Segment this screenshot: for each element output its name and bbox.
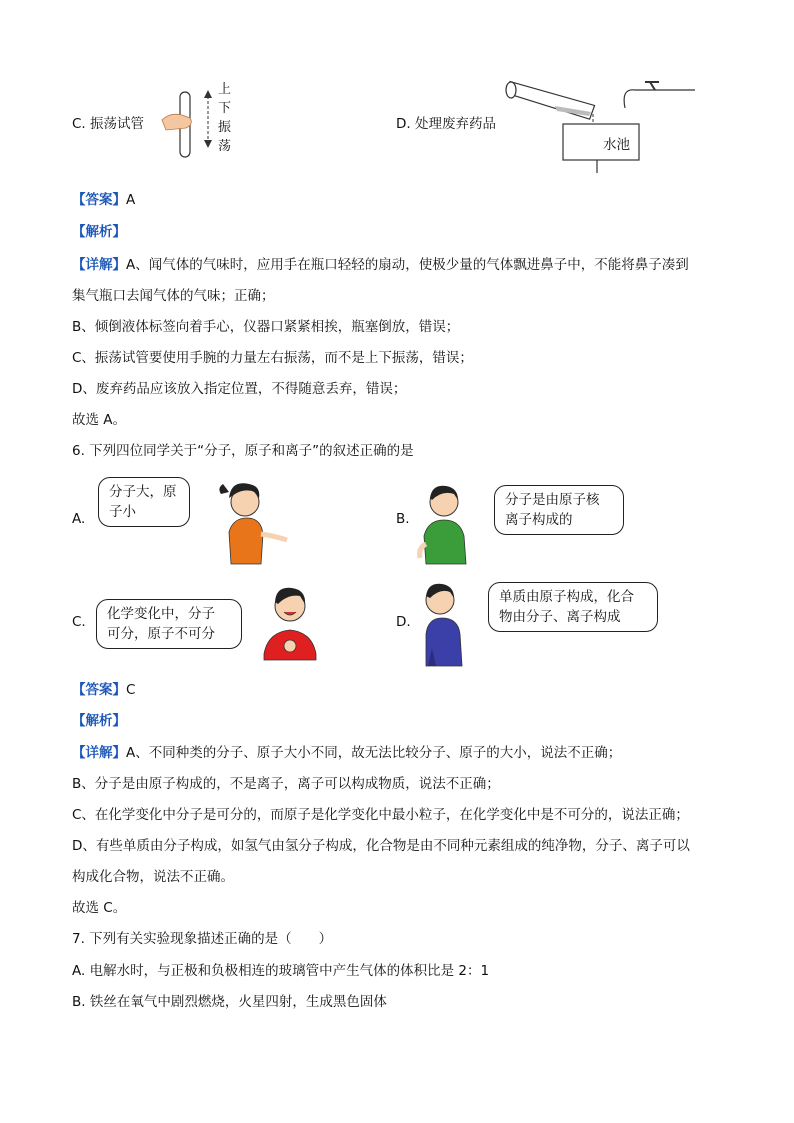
q7-option-a: A. 电解水时，与正极和负极相连的玻璃管中产生气体的体积比是 2：1 [72,963,490,979]
q6-option-d-boy-figure [414,578,474,668]
q5-detail-line-1: 【详解】A、闻气体的气味时，应用手在瓶口轻轻的扇动，使极少量的气体飘进鼻子中，不能将鼻子凑到 [72,257,689,273]
q6-option-b-boy-figure [412,478,482,568]
q6-conclusion: 故选 C。 [72,900,127,916]
q6-answer: 【答案】C [72,682,136,698]
q6-detail-line-2: B、分子是由原子构成的，不是离子，离子可以构成物质，说法不正确； [72,776,500,792]
q5-detail-line-4: C、振荡试管要使用手腕的力量左右振荡，而不是上下振荡，错误； [72,350,473,366]
q7-question: 7. 下列有关实验现象描述正确的是（ ） [72,931,333,947]
q6-option-d-bubble: 单质由原子构成，化合 物由分子、离子构成 [488,582,658,632]
q6-option-c-bubble: 化学变化中，分子 可分，原子不可分 [96,599,242,649]
q5-conclusion: 故选 A。 [72,412,127,428]
q5-detail-line-5: D、废弃药品应该放入指定位置，不得随意丢弃，错误； [72,381,407,397]
water-pool-label: 水池 [603,137,630,153]
q6-analysis-tag: 【解析】 [72,713,126,729]
q5-detail-line-3: B、倾倒液体标签向着手心，仪器口紧紧相挨，瓶塞倒放，错误； [72,319,460,335]
q5-analysis-tag: 【解析】 [72,224,126,240]
q6-option-a-bubble: 分子大，原 子小 [98,477,190,527]
q6-detail-line-5: 构成化合物，说法不正确。 [72,869,234,885]
shake-direction-text: 上 下 振 荡 [218,82,232,154]
q6-question: 6. 下列四位同学关于“分子，原子和离子”的叙述正确的是 [72,443,414,459]
q6-option-c-letter: C. [72,614,86,630]
option-c-label: C. 振荡试管 [72,116,145,132]
q6-detail-line-1: 【详解】A、不同种类的分子、原子大小不同，故无法比较分子、原子的大小，说法不正确； [72,745,622,761]
q6-option-d-letter: D. [396,614,411,630]
option-d-label: D. 处理废弃药品 [396,116,496,132]
q5-answer: 【答案】A [72,192,136,208]
q6-option-a-letter: A. [72,511,86,527]
q6-option-c-boy-figure [260,582,330,662]
q6-detail-line-3: C、在化学变化中分子是可分的，而原子是化学变化中最小粒子，在化学变化中是不可分的，说法正确； [72,807,689,823]
dispose-waste-illustration [505,78,705,173]
q5-detail-line-2: 集气瓶口去闻气体的气味；正确； [72,288,275,304]
q7-option-b: B. 铁丝在氧气中剧烈燃烧，火星四射，生成黑色固体 [72,994,387,1010]
q6-option-b-letter: B. [396,511,410,527]
q6-detail-line-4: D、有些单质由分子构成，如氢气由氢分子构成，化合物是由不同种元素组成的纯净物，分子、离子可以 [72,838,690,854]
q6-option-b-bubble: 分子是由原子核 离子构成的 [494,485,624,535]
q6-option-a-girl-figure [215,478,300,568]
